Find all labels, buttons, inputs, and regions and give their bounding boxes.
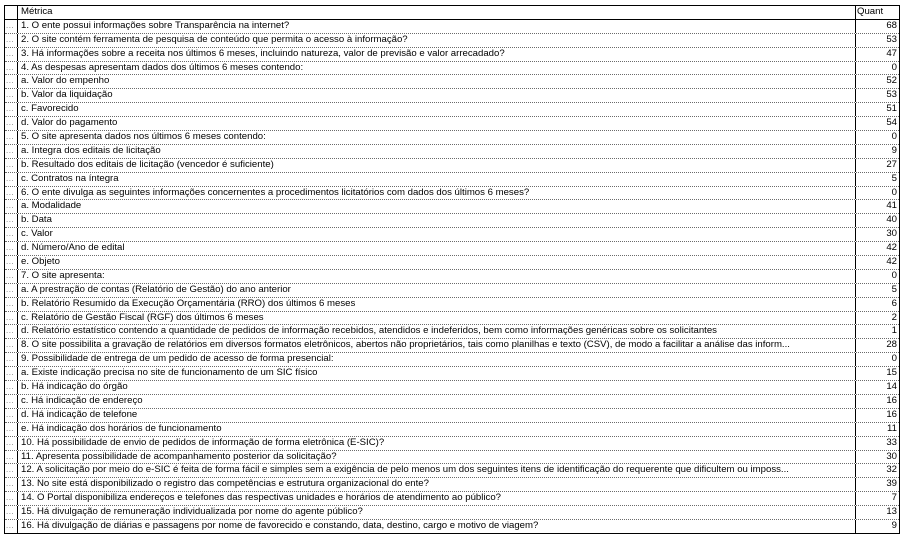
table-row <box>5 338 899 352</box>
row-expander-marker[interactable]: ... <box>5 131 18 144</box>
count-cell: 42 <box>855 242 899 255</box>
row-expander-marker[interactable]: ... <box>5 159 18 172</box>
count-cell: 0 <box>855 270 899 283</box>
metric-cell: 15. Há divulgação de remuneração individualizada por nome do agente público? <box>21 506 363 518</box>
metric-cell: e. Há indicação dos horários de funcionamento <box>21 422 222 434</box>
count-cell: 16 <box>855 395 899 408</box>
row-expander-marker[interactable]: ... <box>5 145 18 158</box>
row-expander-marker[interactable]: ... <box>5 409 18 422</box>
row-expander-marker[interactable]: ... <box>5 200 18 213</box>
metric-cell: 4. As despesas apresentam dados dos últimos 6 meses contendo: <box>21 61 304 73</box>
row-expander-marker[interactable]: ... <box>5 34 18 47</box>
row-expander-marker[interactable]: ... <box>5 367 18 380</box>
metric-cell: c. Há indicação de endereço <box>21 394 143 406</box>
row-expander-marker[interactable]: ... <box>5 103 18 116</box>
table-row <box>5 463 899 477</box>
metric-cell: 1. O ente possui informações sobre Transparência na internet? <box>21 19 290 31</box>
table-row <box>5 213 899 227</box>
table-row <box>5 366 899 380</box>
count-cell: 6 <box>855 298 899 311</box>
count-cell: 14 <box>855 381 899 394</box>
count-cell: 9 <box>855 145 899 158</box>
row-expander-marker[interactable]: ... <box>5 173 18 186</box>
table-row <box>5 422 899 436</box>
table-row <box>5 61 899 75</box>
row-expander-marker[interactable]: ... <box>5 20 18 33</box>
metric-cell: a. Integra dos editais de licitação <box>21 144 161 156</box>
count-cell: 7 <box>855 492 899 505</box>
table-row <box>5 477 899 491</box>
metric-cell: b. Resultado dos editais de licitação (vencedor é suficiente) <box>21 158 274 170</box>
metric-cell: 16. Há divulgação de diárias e passagens por nome de favorecido e constando, data, destino, cargo e motivo de viagem? <box>21 519 539 531</box>
count-cell: 53 <box>855 89 899 102</box>
metric-cell: d. Valor do pagamento <box>21 117 118 129</box>
metric-cell: a. A prestração de contas (Relatório de Gestão) do ano anterior <box>21 283 291 295</box>
metric-cell: 6. O ente divulga as seguintes informações concernentes a procedimentos licitatórios com dados dos últimos 6 meses? <box>21 186 530 198</box>
metric-cell: b. Há indicação do órgão <box>21 381 128 393</box>
metric-cell: c. Contratos na íntegra <box>21 172 119 184</box>
metric-cell: 11. Apresenta possibilidade de acompanhamento posterior da solicitação? <box>21 450 337 462</box>
count-cell: 52 <box>855 75 899 88</box>
table-row <box>5 20 899 33</box>
table-row <box>5 241 899 255</box>
metric-cell: 5. O site apresenta dados nos últimos 6 meses contendo: <box>21 131 266 143</box>
table-row <box>5 283 899 297</box>
metric-cell: 8. O site possibilita a gravação de relatórios em diversos formatos eletrônicos, abertos não proprietários, tais como planilhas e texto (CSV), de modo a facilitar a análise das inform... <box>21 339 790 351</box>
metric-cell: a. Valor do empenho <box>21 75 110 87</box>
table-row <box>5 324 899 338</box>
table-row <box>5 269 899 283</box>
metric-cell: d. Há indicação de telefone <box>21 408 138 420</box>
count-cell: 41 <box>855 200 899 213</box>
metric-cell: c. Relatório de Gestão Fiscal (RGF) dos últimos 6 meses <box>21 311 264 323</box>
count-cell: 9 <box>855 520 899 533</box>
count-cell: 5 <box>855 173 899 186</box>
table-row <box>5 519 899 533</box>
row-expander-marker[interactable]: ... <box>5 339 18 352</box>
count-cell: 1 <box>855 325 899 338</box>
metric-cell: 7. O site apresenta: <box>21 269 105 281</box>
table-row <box>5 102 899 116</box>
table-row <box>5 186 899 200</box>
metric-cell: d. Número/Ano de edital <box>21 242 125 254</box>
row-expander-marker[interactable]: ... <box>5 62 18 75</box>
row-expander-marker[interactable]: ... <box>5 242 18 255</box>
row-expander-marker[interactable]: ... <box>5 451 18 464</box>
metric-cell: d. Relatório estatístico contendo a quantidade de pedidos de informação recebidos, atendidos e indeferidos, bem como informações genéricas sobre os solicitantes <box>21 325 717 337</box>
table-row <box>5 408 899 422</box>
row-expander-marker[interactable]: ... <box>5 89 18 102</box>
header-metric-label: Métrica <box>21 6 53 17</box>
row-expander-marker[interactable]: ... <box>5 423 18 436</box>
table-row <box>5 450 899 464</box>
table-row <box>5 130 899 144</box>
count-cell: 68 <box>855 20 899 33</box>
table-row <box>5 394 899 408</box>
row-expander-marker[interactable]: ... <box>5 214 18 227</box>
row-expander-marker[interactable]: ... <box>5 464 18 477</box>
table-row <box>5 199 899 213</box>
row-expander-marker[interactable]: ... <box>5 520 18 533</box>
metric-cell: a. Modalidade <box>21 200 82 212</box>
row-expander-marker[interactable]: ... <box>5 492 18 505</box>
count-cell: 16 <box>855 409 899 422</box>
count-cell: 13 <box>855 506 899 519</box>
row-expander-marker[interactable]: ... <box>5 298 18 311</box>
row-expander-marker[interactable]: ... <box>5 270 18 283</box>
table-row <box>5 297 899 311</box>
table-row <box>5 505 899 519</box>
metric-cell: 10. Há possibilidade de envio de pedidos de informação de forma eletrônica (E-SIC)? <box>21 436 385 448</box>
metric-cell: 9. Possibilidade de entrega de um pedido de acesso de forma presencial: <box>21 353 334 365</box>
count-cell: 0 <box>855 353 899 366</box>
count-cell: 0 <box>855 131 899 144</box>
row-expander-marker[interactable]: ... <box>5 187 18 200</box>
table-row <box>5 380 899 394</box>
count-cell: 47 <box>855 48 899 61</box>
count-cell: 2 <box>855 312 899 325</box>
row-expander-marker[interactable]: ... <box>5 395 18 408</box>
table-row <box>5 172 899 186</box>
metric-cell: b. Data <box>21 214 52 226</box>
table-row <box>5 88 899 102</box>
table-row <box>5 158 899 172</box>
count-cell: 5 <box>855 284 899 297</box>
row-expander-marker[interactable]: ... <box>5 506 18 519</box>
table-row <box>5 352 899 366</box>
row-expander-marker[interactable]: ... <box>5 478 18 491</box>
table-row <box>5 47 899 61</box>
table-row <box>5 436 899 450</box>
metric-cell: 12. A solicitação por meio do e-SIC é feita de forma fácil e simples sem a exigência de pelo menos um dos seguintes itens de identificação do requerente que dificultem ou imposs... <box>21 464 789 476</box>
count-cell: 53 <box>855 34 899 47</box>
row-expander-marker[interactable]: ... <box>5 75 18 88</box>
metric-cell: b. Valor da liquidação <box>21 89 113 101</box>
metric-cell: b. Relatório Resumido da Execução Orçamentária (RRO) dos últimos 6 meses <box>21 297 356 309</box>
count-cell: 27 <box>855 159 899 172</box>
count-cell: 0 <box>855 187 899 200</box>
metric-cell: 14. O Portal disponibiliza endereços e telefones das respectivas unidades e horários de atendimento ao público? <box>21 492 501 504</box>
count-cell: 11 <box>855 423 899 436</box>
metrics-table <box>4 5 900 534</box>
count-cell: 54 <box>855 117 899 130</box>
table-body <box>5 20 899 533</box>
count-cell: 30 <box>855 228 899 241</box>
table-row <box>5 491 899 505</box>
count-cell: 30 <box>855 451 899 464</box>
row-expander-marker[interactable]: ... <box>5 312 18 325</box>
count-cell: 39 <box>855 478 899 491</box>
metric-cell: c. Valor <box>21 228 53 240</box>
count-cell: 15 <box>855 367 899 380</box>
count-cell: 40 <box>855 214 899 227</box>
table-row <box>5 227 899 241</box>
table-header <box>5 6 899 20</box>
metric-cell: 2. O site contém ferramenta de pesquisa de conteúdo que permita o acesso à informação? <box>21 33 408 45</box>
metric-cell: c. Favorecido <box>21 103 79 115</box>
row-expander-marker[interactable]: ... <box>5 381 18 394</box>
count-cell: 42 <box>855 256 899 269</box>
table-row <box>5 74 899 88</box>
row-expander-marker[interactable]: ... <box>5 353 18 366</box>
metric-cell: a. Existe indicação precisa no site de funcionamento de um SIC físico <box>21 367 318 379</box>
row-expander-marker[interactable]: ... <box>5 117 18 130</box>
row-expander-marker[interactable]: ... <box>5 284 18 297</box>
count-cell: 33 <box>855 437 899 450</box>
row-expander-marker[interactable]: ... <box>5 437 18 450</box>
table-row <box>5 33 899 47</box>
metric-cell: 13. No site está disponibilizado o registro das competências e estrutura organizacional do ente? <box>21 478 429 490</box>
count-cell: 28 <box>855 339 899 352</box>
row-expander-marker[interactable]: ... <box>5 48 18 61</box>
table-row <box>5 311 899 325</box>
metric-cell: e. Objeto <box>21 256 60 268</box>
count-cell: 0 <box>855 62 899 75</box>
table-row <box>5 255 899 269</box>
row-expander-marker[interactable]: ... <box>5 228 18 241</box>
header-count-label: Quant <box>855 6 899 19</box>
row-expander-marker[interactable]: ... <box>5 325 18 338</box>
header-gutter-cell <box>5 6 18 19</box>
table-row <box>5 144 899 158</box>
table-row <box>5 116 899 130</box>
row-expander-marker[interactable]: ... <box>5 256 18 269</box>
metric-cell: 3. Há informações sobre a receita nos últimos 6 meses, incluindo natureza, valor de previsão e valor arrecadado? <box>21 47 505 59</box>
count-cell: 32 <box>855 464 899 477</box>
count-cell: 51 <box>855 103 899 116</box>
